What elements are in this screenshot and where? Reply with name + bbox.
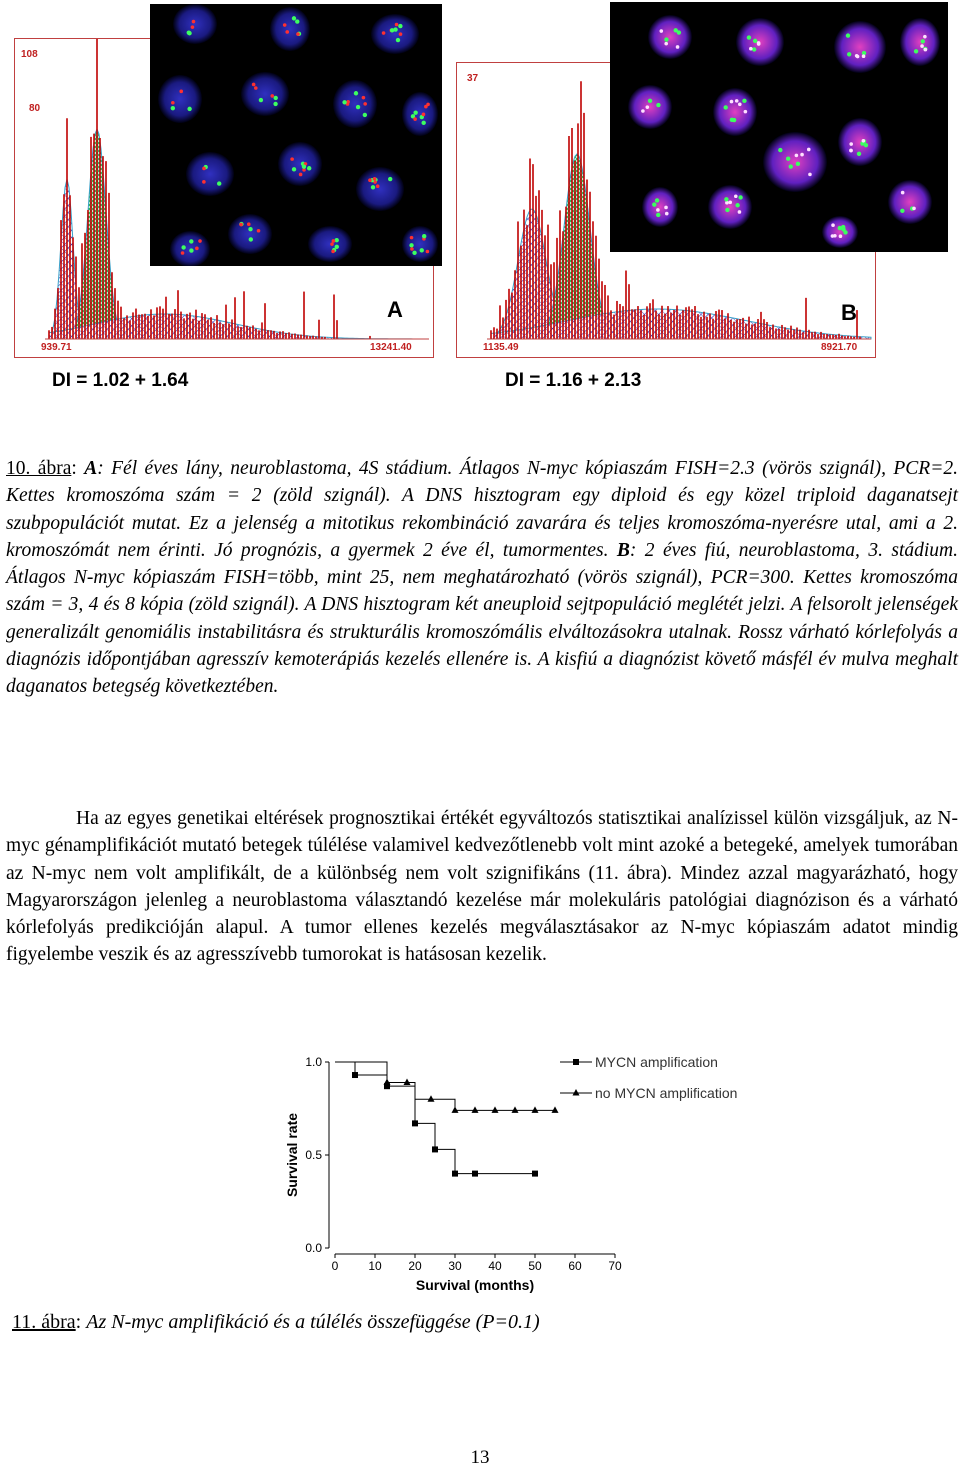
red-signal bbox=[399, 32, 403, 36]
histogram-a-ytick-1: 108 bbox=[21, 49, 38, 60]
figure-10 bbox=[0, 0, 960, 400]
y-axis-label: Survival rate bbox=[284, 1112, 300, 1198]
green-signal bbox=[648, 99, 652, 103]
green-signal bbox=[412, 251, 416, 255]
figure-11-caption bbox=[12, 1308, 540, 1336]
cell-nucleus bbox=[708, 185, 752, 229]
red-signal bbox=[808, 173, 812, 177]
red-signal bbox=[382, 31, 386, 35]
series-point-triangle bbox=[428, 1095, 435, 1102]
red-signal bbox=[422, 113, 426, 117]
red-signal bbox=[738, 102, 742, 106]
green-signal bbox=[420, 248, 424, 252]
caption-a-text: : Fél éves lány, neuroblastoma, 4S stádium. Átlagos N-myc kópiaszám FISH=2.3 (vörös szignál), PCR=2. Kettes kromoszóma szám = 2 (zöld szignál). A DNS hisztogram egy diploid és egy közel triploid daganatsejt szubpopulációt mutat. Ez a jelenség a mitotikus rekombináció zavarára és teljes kromoszóma-nyerésre utal, ami a 2. kromoszómát nem érinti. Jó prognózis, a gyermek 2 éve él, tumormentes. bbox=[6, 458, 958, 561]
green-signal bbox=[292, 16, 296, 20]
caption-b-text: : 2 éves fiú, neuroblastoma, 3. stádium. Átlagos N-myc kópiaszám FISH=több, mint 25, nem meghatározható (vörös szignál), PCR=300. Kettes kromoszóma szám = 3, 4 és 8 kópia (zöld szignál). A DNS hisztogram két aneuploid sejtpopuláció meglétét jelzi. A felsorolt jelenségek generalizált genomiális instabilitásra és strukturális kromoszómális elváltozásokra utalnak. Rossz várható kórlefolyás a diagnózis időpontjában agresszív kemoterápiás kezelés ellenére is. A kisfiú a diagnózist követő másfél év mulva meghalt daganatos betegség következtében. bbox=[6, 539, 958, 698]
green-signal bbox=[292, 167, 296, 171]
caption-a-label: A bbox=[84, 458, 98, 479]
x-tick-label: 40 bbox=[488, 1259, 502, 1273]
red-signal bbox=[807, 148, 811, 152]
green-signal bbox=[841, 225, 845, 229]
green-signal bbox=[735, 203, 739, 207]
legend-label: no MYCN amplification bbox=[595, 1085, 738, 1101]
caption-b-label: B bbox=[616, 539, 630, 561]
red-signal bbox=[410, 247, 414, 251]
green-signal bbox=[248, 227, 252, 231]
green-signal bbox=[295, 19, 299, 23]
legend-marker-triangle bbox=[573, 1089, 580, 1096]
x-tick-label: 10 bbox=[368, 1259, 382, 1273]
cell-nucleus bbox=[170, 231, 210, 266]
cell-nucleus bbox=[822, 216, 858, 248]
body-paragraph: Ha az egyes genetikai eltérések prognosztikai értékét egyváltozós statisztikai analízissel külön vizsgáljuk, az N-myc génamplifikációt mutató betegek túlélése valamivel kedvezőtlenebb volt mint azoké a betegeké, amelyek tumorában az N-myc nem volt amplifikált, de a különbség nem volt szignifikáns (11. ábra). Mindez azzal magyarázható, hogy Magyarországon jelenleg a neuroblastoma választandó kezelése már molekuláris patológiai diagnózison és a várható kórlefolyás predikcióján alapul. A tumor ellenes kezelés megválasztásakor az N-myc kópiaszám adatot mindig figyelembe veszik és az agresszívebb tumorokat is hatásosan kezelik. bbox=[6, 808, 958, 966]
red-signal bbox=[757, 41, 761, 45]
cell-nucleus bbox=[356, 167, 404, 211]
red-signal bbox=[247, 222, 251, 226]
y-tick-label: 0.5 bbox=[305, 1148, 322, 1162]
cell-nucleus bbox=[173, 4, 217, 44]
figure-10-caption bbox=[6, 455, 958, 701]
cell-nucleus bbox=[402, 226, 438, 262]
red-signal bbox=[290, 157, 294, 161]
series-point-square bbox=[432, 1146, 438, 1152]
red-signal bbox=[410, 236, 414, 240]
green-signal bbox=[335, 245, 339, 249]
series-point-square bbox=[352, 1072, 358, 1078]
series-point-square bbox=[452, 1171, 458, 1177]
red-signal bbox=[676, 45, 680, 49]
cell-nucleus bbox=[642, 187, 678, 227]
x-tick-label: 50 bbox=[528, 1259, 542, 1273]
series-line-0 bbox=[335, 1062, 535, 1174]
green-signal bbox=[796, 162, 800, 166]
green-signal bbox=[249, 237, 253, 241]
green-signal bbox=[356, 105, 360, 109]
series-point-square bbox=[532, 1171, 538, 1177]
x-axis-label: Survival (months) bbox=[415, 1277, 535, 1293]
histogram-b-ytick-1: 37 bbox=[467, 73, 479, 84]
red-signal bbox=[373, 177, 377, 181]
x-tick-label: 20 bbox=[408, 1259, 422, 1273]
green-signal bbox=[857, 152, 861, 156]
red-signal bbox=[924, 48, 928, 52]
cell-nucleus bbox=[648, 15, 692, 59]
green-signal bbox=[738, 195, 742, 199]
histogram-a-xmax: 13241.40 bbox=[370, 342, 412, 353]
series-point-triangle bbox=[472, 1106, 479, 1113]
green-signal bbox=[388, 177, 392, 181]
green-signal bbox=[302, 164, 306, 168]
red-signal bbox=[285, 30, 289, 34]
green-signal bbox=[421, 121, 425, 125]
red-signal bbox=[395, 23, 399, 27]
panel-letter-b: B bbox=[841, 300, 857, 325]
red-signal bbox=[920, 44, 924, 48]
green-signal bbox=[747, 35, 751, 39]
green-signal bbox=[307, 166, 311, 170]
series-point-triangle bbox=[532, 1106, 539, 1113]
green-signal bbox=[656, 213, 660, 217]
green-signal bbox=[396, 38, 400, 42]
green-signal bbox=[398, 24, 402, 28]
cell-nucleus bbox=[763, 132, 827, 192]
green-signal bbox=[847, 52, 851, 56]
series-point-square bbox=[412, 1120, 418, 1126]
red-signal bbox=[202, 167, 206, 171]
red-signal bbox=[181, 251, 185, 255]
green-signal bbox=[724, 197, 728, 201]
figure-10-number: 10. ábra bbox=[6, 458, 72, 479]
red-signal bbox=[849, 149, 853, 153]
green-signal bbox=[189, 239, 193, 243]
red-signal bbox=[923, 35, 927, 39]
red-signal bbox=[202, 180, 206, 184]
green-signal bbox=[187, 107, 191, 111]
x-tick-label: 0 bbox=[331, 1259, 339, 1273]
green-signal bbox=[181, 245, 185, 249]
red-signal bbox=[332, 239, 336, 243]
histogram-a-xmin: 939.71 bbox=[41, 342, 72, 353]
series-point-triangle bbox=[404, 1078, 411, 1085]
x-tick-label: 70 bbox=[608, 1259, 622, 1273]
red-signal bbox=[346, 100, 350, 104]
red-signal bbox=[299, 173, 303, 177]
x-tick-label: 30 bbox=[448, 1259, 462, 1273]
red-signal bbox=[296, 32, 300, 36]
red-signal bbox=[725, 201, 729, 205]
red-signal bbox=[239, 223, 243, 227]
figure-11-chart bbox=[270, 1045, 770, 1300]
red-signal bbox=[659, 29, 663, 33]
green-signal bbox=[335, 238, 339, 242]
cell-nucleus bbox=[333, 80, 377, 128]
green-signal bbox=[664, 37, 668, 41]
red-signal bbox=[862, 54, 866, 58]
green-signal bbox=[652, 202, 656, 206]
cell-nucleus bbox=[308, 226, 352, 262]
series-point-square bbox=[472, 1171, 478, 1177]
green-signal bbox=[742, 99, 746, 103]
cell-nucleus bbox=[158, 75, 202, 123]
di-label-b: DI = 1.16 + 2.13 bbox=[505, 370, 642, 391]
figure-11-number: 11. ábra bbox=[12, 1311, 76, 1333]
green-signal bbox=[413, 110, 417, 114]
red-signal bbox=[665, 212, 669, 216]
green-signal bbox=[789, 164, 793, 168]
red-signal bbox=[901, 191, 905, 195]
cell-nucleus bbox=[834, 21, 886, 73]
cell-nucleus bbox=[838, 118, 882, 166]
histogram-b-xmin: 1135.49 bbox=[483, 342, 519, 353]
red-signal bbox=[744, 110, 748, 114]
di-label-a: DI = 1.02 + 1.64 bbox=[52, 370, 189, 391]
red-signal bbox=[363, 102, 367, 106]
red-signal bbox=[257, 229, 261, 233]
green-signal bbox=[259, 98, 263, 102]
green-signal bbox=[655, 198, 659, 202]
cell-nucleus bbox=[402, 92, 438, 136]
histogram-b-xmax: 8921.70 bbox=[821, 342, 858, 353]
red-signal bbox=[730, 100, 734, 104]
green-signal bbox=[900, 209, 904, 213]
green-signal bbox=[342, 100, 346, 104]
figure-10-sep: : bbox=[71, 458, 85, 479]
y-tick-label: 1.0 bbox=[305, 1055, 322, 1069]
fish-image-a bbox=[150, 4, 442, 266]
green-signal bbox=[189, 248, 193, 252]
red-signal bbox=[800, 153, 804, 157]
series-point-triangle bbox=[452, 1106, 459, 1113]
red-signal bbox=[664, 42, 668, 46]
red-signal bbox=[849, 142, 853, 146]
page-number: 13 bbox=[470, 1447, 490, 1468]
series-line-1 bbox=[335, 1062, 555, 1110]
green-signal bbox=[786, 157, 790, 161]
green-signal bbox=[409, 243, 413, 247]
red-signal bbox=[646, 105, 650, 109]
panel-letter-a: A bbox=[387, 297, 403, 322]
cell-nucleus bbox=[713, 88, 757, 136]
fish-nuclei-a bbox=[150, 4, 442, 266]
series-point-triangle bbox=[552, 1106, 559, 1113]
series-point-triangle bbox=[492, 1106, 499, 1113]
cell-nucleus bbox=[888, 180, 932, 224]
cell-nucleus bbox=[241, 72, 289, 116]
cell-nucleus bbox=[228, 214, 272, 254]
red-signal bbox=[641, 109, 645, 113]
green-signal bbox=[390, 28, 394, 32]
red-signal bbox=[728, 201, 732, 205]
cell-nucleus bbox=[186, 152, 234, 196]
red-signal bbox=[198, 239, 202, 243]
green-signal bbox=[422, 234, 426, 238]
green-signal bbox=[656, 103, 660, 107]
green-signal bbox=[921, 39, 925, 43]
green-signal bbox=[187, 31, 191, 35]
red-signal bbox=[192, 20, 196, 24]
red-signal bbox=[795, 154, 799, 158]
cell-nucleus bbox=[371, 14, 419, 54]
green-signal bbox=[354, 91, 358, 95]
green-signal bbox=[371, 185, 375, 189]
red-signal bbox=[426, 250, 430, 254]
green-signal bbox=[846, 33, 850, 37]
green-signal bbox=[674, 28, 678, 32]
green-signal bbox=[363, 113, 367, 117]
legend-marker-square bbox=[573, 1059, 579, 1065]
red-signal bbox=[734, 194, 738, 198]
green-signal bbox=[274, 96, 278, 100]
red-signal bbox=[270, 94, 274, 98]
fish-image-b bbox=[610, 2, 948, 252]
red-signal bbox=[195, 247, 199, 251]
legend-label: MYCN amplification bbox=[595, 1054, 718, 1070]
fish-nuclei-b bbox=[610, 2, 948, 252]
red-signal bbox=[831, 223, 835, 227]
histogram-a-ytick-2: 80 bbox=[29, 103, 41, 114]
green-signal bbox=[914, 49, 918, 53]
red-signal bbox=[191, 25, 195, 29]
figure-11-text: Az N-myc amplifikáció és a túlélés összefüggése (P=0.1) bbox=[86, 1311, 540, 1333]
green-signal bbox=[724, 105, 728, 109]
red-signal bbox=[362, 96, 366, 100]
red-signal bbox=[254, 86, 258, 90]
green-signal bbox=[171, 106, 175, 110]
red-signal bbox=[664, 206, 668, 210]
red-signal bbox=[656, 208, 660, 212]
red-signal bbox=[368, 178, 372, 182]
red-signal bbox=[413, 117, 417, 121]
cell-nucleus bbox=[270, 7, 310, 51]
green-signal bbox=[725, 208, 729, 212]
green-signal bbox=[732, 118, 736, 122]
red-signal bbox=[738, 210, 742, 214]
red-signal bbox=[330, 242, 334, 246]
green-signal bbox=[217, 181, 221, 185]
figure-11-sep: : bbox=[75, 1311, 87, 1333]
red-signal bbox=[252, 83, 256, 87]
series-point-triangle bbox=[512, 1106, 519, 1113]
red-signal bbox=[424, 105, 428, 109]
red-signal bbox=[856, 55, 860, 59]
y-tick-label: 0.0 bbox=[305, 1241, 322, 1255]
cell-nucleus bbox=[278, 142, 322, 186]
red-signal bbox=[376, 184, 380, 188]
cell-nucleus bbox=[628, 85, 672, 129]
red-signal bbox=[839, 234, 843, 238]
red-signal bbox=[749, 47, 753, 51]
red-signal bbox=[831, 234, 835, 238]
cell-nucleus bbox=[900, 18, 940, 66]
green-signal bbox=[273, 102, 277, 106]
green-signal bbox=[753, 39, 757, 43]
red-signal bbox=[862, 139, 866, 143]
red-signal bbox=[171, 101, 175, 105]
red-signal bbox=[331, 250, 335, 254]
red-signal bbox=[735, 99, 739, 103]
survival-chart bbox=[270, 1045, 770, 1300]
green-signal bbox=[752, 47, 756, 51]
red-signal bbox=[283, 23, 287, 27]
red-signal bbox=[912, 207, 916, 211]
x-tick-label: 60 bbox=[568, 1259, 582, 1273]
green-signal bbox=[778, 148, 782, 152]
red-signal bbox=[179, 90, 183, 94]
series-point-triangle bbox=[384, 1078, 391, 1085]
